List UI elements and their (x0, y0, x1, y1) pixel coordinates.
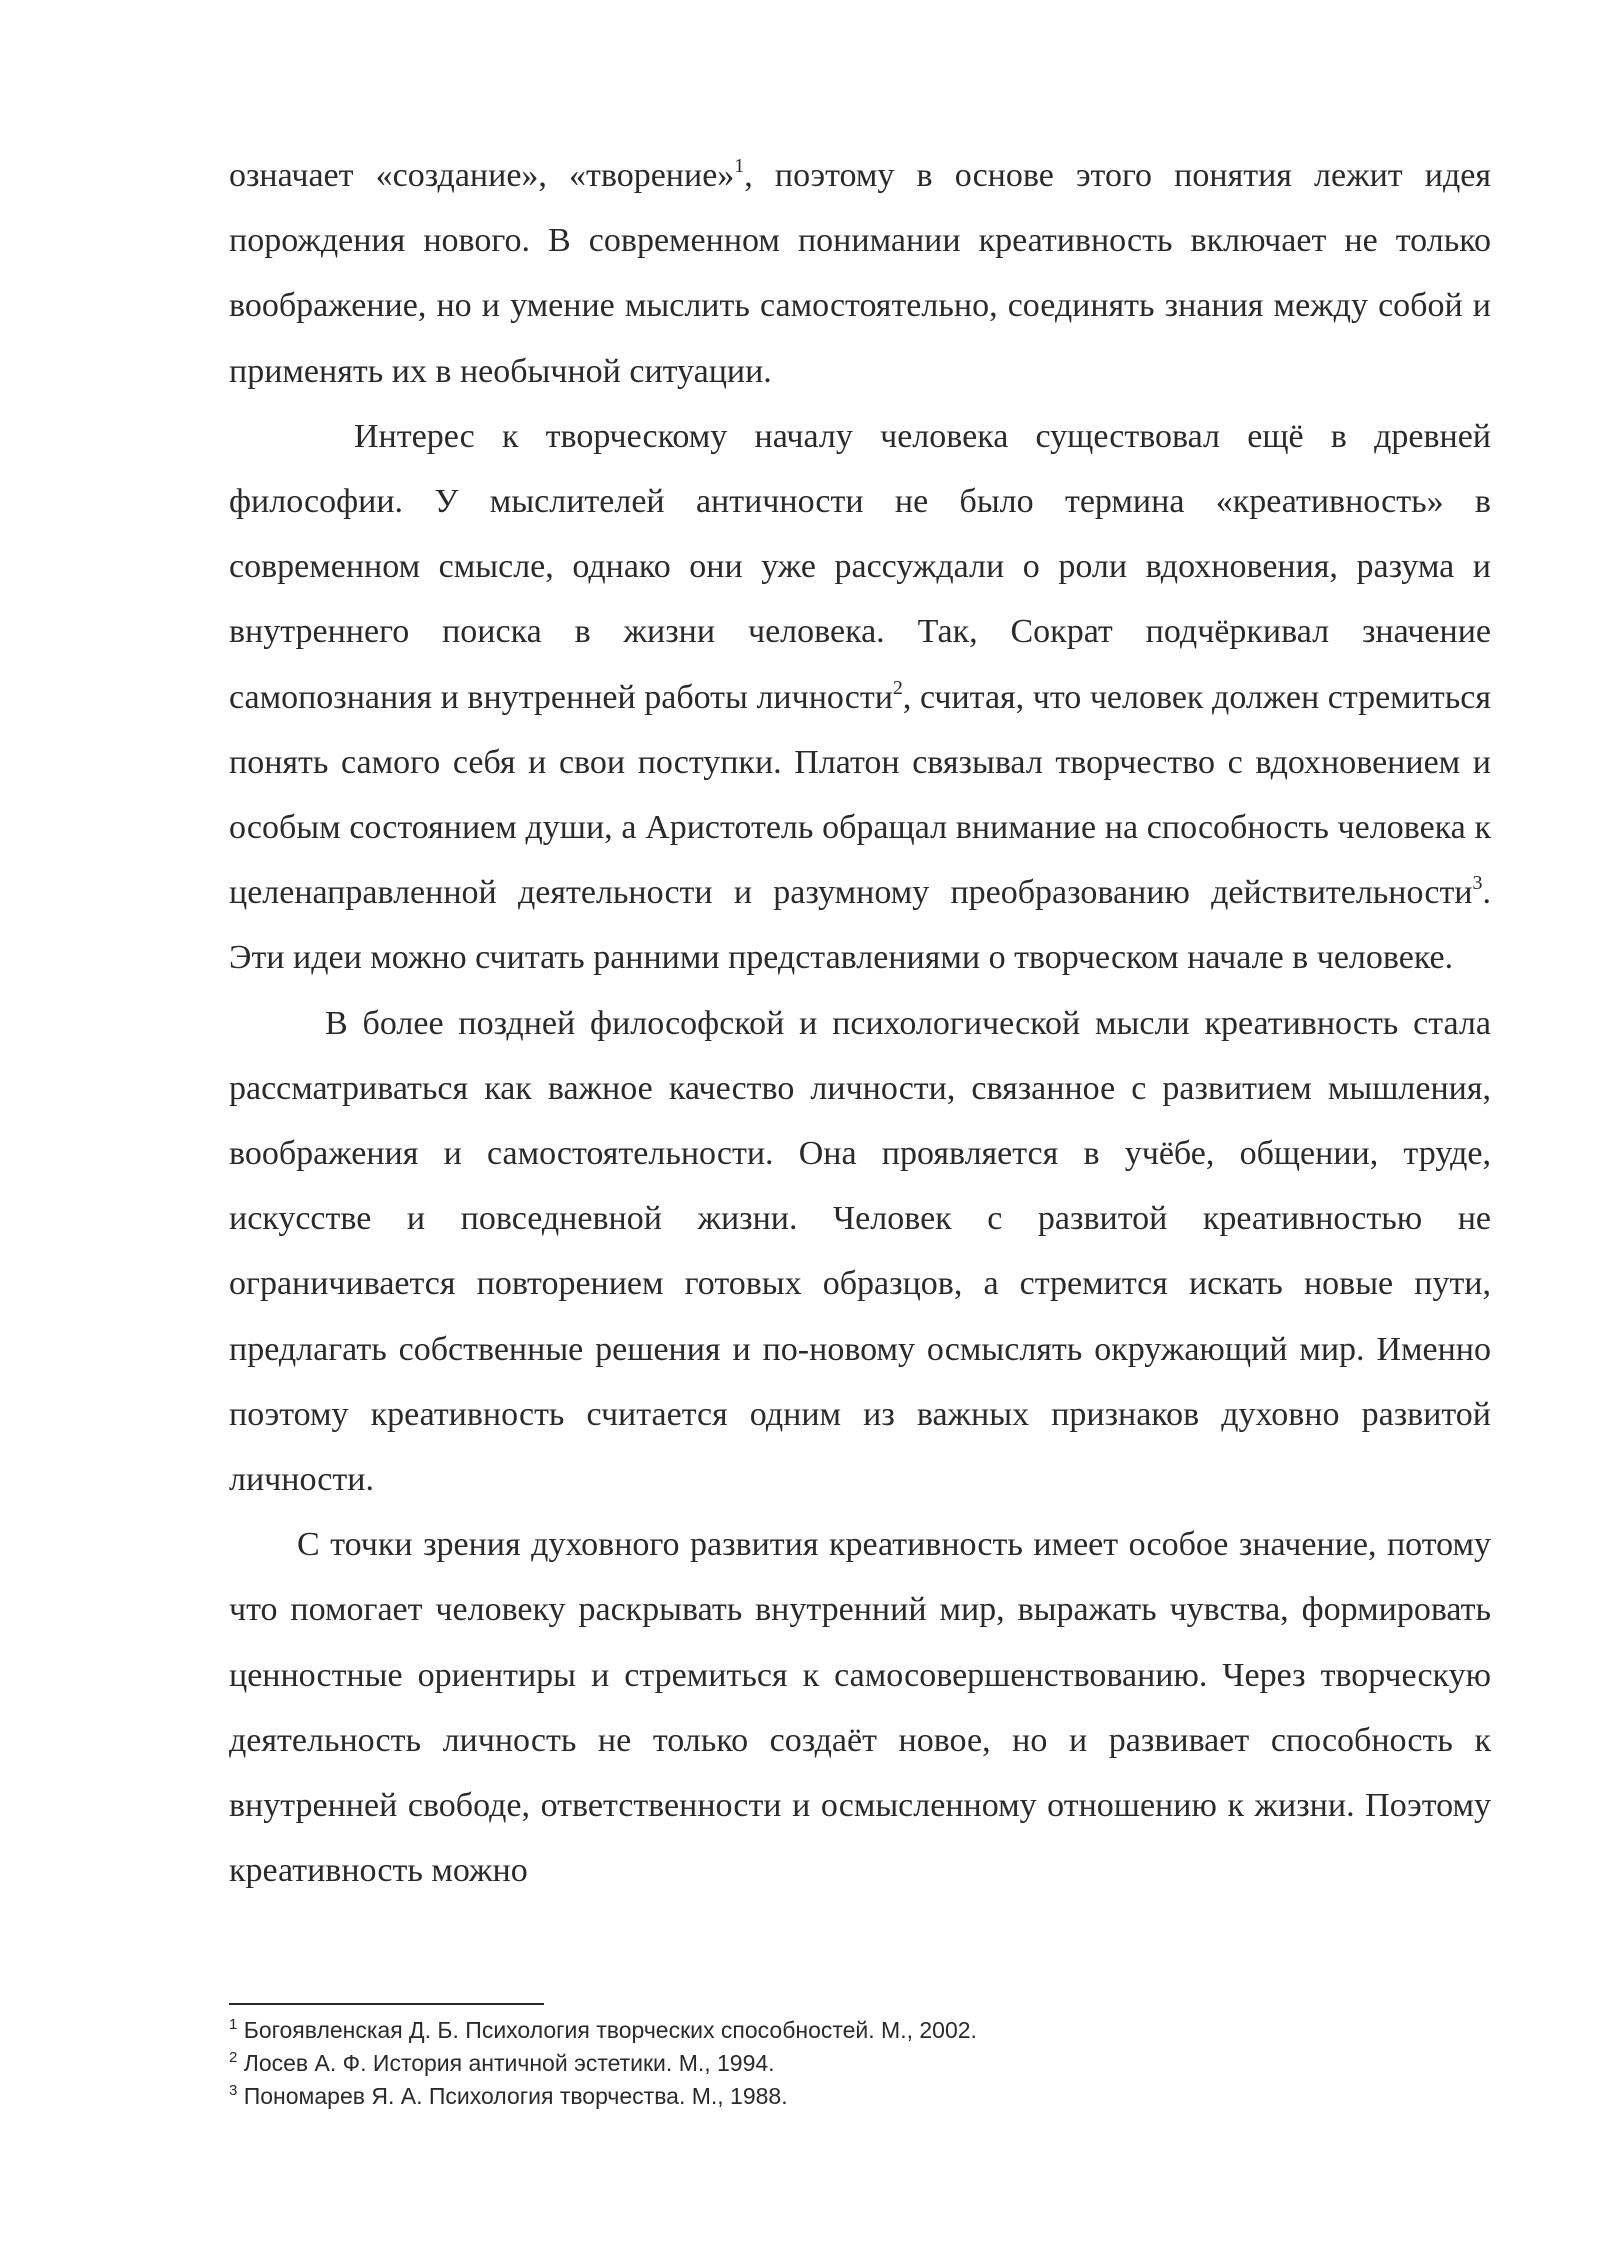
footnotes (229, 2014, 1491, 2113)
text-run: С точки зрения духовного развития креативность имеет особое значение, потому что помогает человеку раскрывать внутренний мир, выражать чувства, формировать ценностные ориентиры и стремиться к самосовершенствованию. Через творческую деятельность личность не только создаёт новое, но и развивает способность к внутренней свободе, ответственности и осмысленному отношению к жизни. Поэтому креативность можно (229, 1526, 1491, 1890)
footnote-ref-2[interactable]: 2 (892, 676, 903, 699)
footnote-number: 2 (229, 2049, 238, 2066)
footnote-number: 1 (229, 2016, 238, 2033)
body-text (229, 143, 1491, 1903)
footnote-ref-1[interactable]: 1 (734, 155, 745, 177)
footnote-text: Пономарев Я. А. Психология творчества. М., 1988. (237, 2083, 788, 2109)
footnote-1 (229, 2014, 1491, 2047)
text-run: . Эти идеи можно считать ранними представлениями о творческом начале в человеке. (229, 874, 1491, 977)
footnote-ref-3[interactable]: 3 (1472, 872, 1483, 895)
footnote-text: Богоявленская Д. Б. Психология творческих способностей. М., 2002. (237, 2017, 977, 2043)
text-run: Интерес к творческому началу человека существовал ещё в древней философии. У мыслителей античности не было термина «креативность» в современном смысле, однако они уже рассуждали о роли вдохновения, разума и внутреннего поиска в жизни человека. Так, Сократ подчёркивал значение самопознания и внутренней работы личности (229, 417, 1491, 716)
paragraph-3 (229, 991, 1491, 1513)
footnote-number: 3 (229, 2082, 238, 2099)
paragraph-4 (229, 1512, 1491, 1903)
footnote-3 (229, 2080, 1491, 2113)
paragraph-2 (229, 404, 1491, 991)
text-run: , поэтому в основе этого понятия лежит идея порождения нового. В современном понимании креативность включает не только воображение, но и умение мыслить самостоятельно, соединять знания между собой и применять их в необычной ситуации. (229, 157, 1491, 390)
text-run: , считая, что человек должен стремиться понять самого себя и свои поступки. Платон связывал творчество с вдохновением и особым состоянием души, а Аристотель обращал внимание на способность человека к целенаправленной деятельности и разумному преобразованию действительности (229, 678, 1491, 912)
footnote-separator (229, 2003, 544, 2005)
paragraph-1 (229, 143, 1491, 404)
text-run: В более поздней философской и психологической мысли креативность стала рассматриваться как важное качество личности, связанное с развитием мышления, воображения и самостоятельности. Она проявляется в учёбе, общении, труде, искусстве и повседневной жизни. Человек с развитой креативностью не ограничивается повторением готовых образцов, а стремится искать новые пути, предлагать собственные решения и по-новому осмыслять окружающий мир. Именно поэтому креативность считается одним из важных признаков духовно развитой личности. (229, 1004, 1491, 1499)
footnote-2 (229, 2047, 1491, 2080)
footnote-text: Лосев А. Ф. История античной эстетики. М., 1994. (237, 2050, 775, 2076)
text-run: означает «создание», «творение» (229, 157, 735, 194)
